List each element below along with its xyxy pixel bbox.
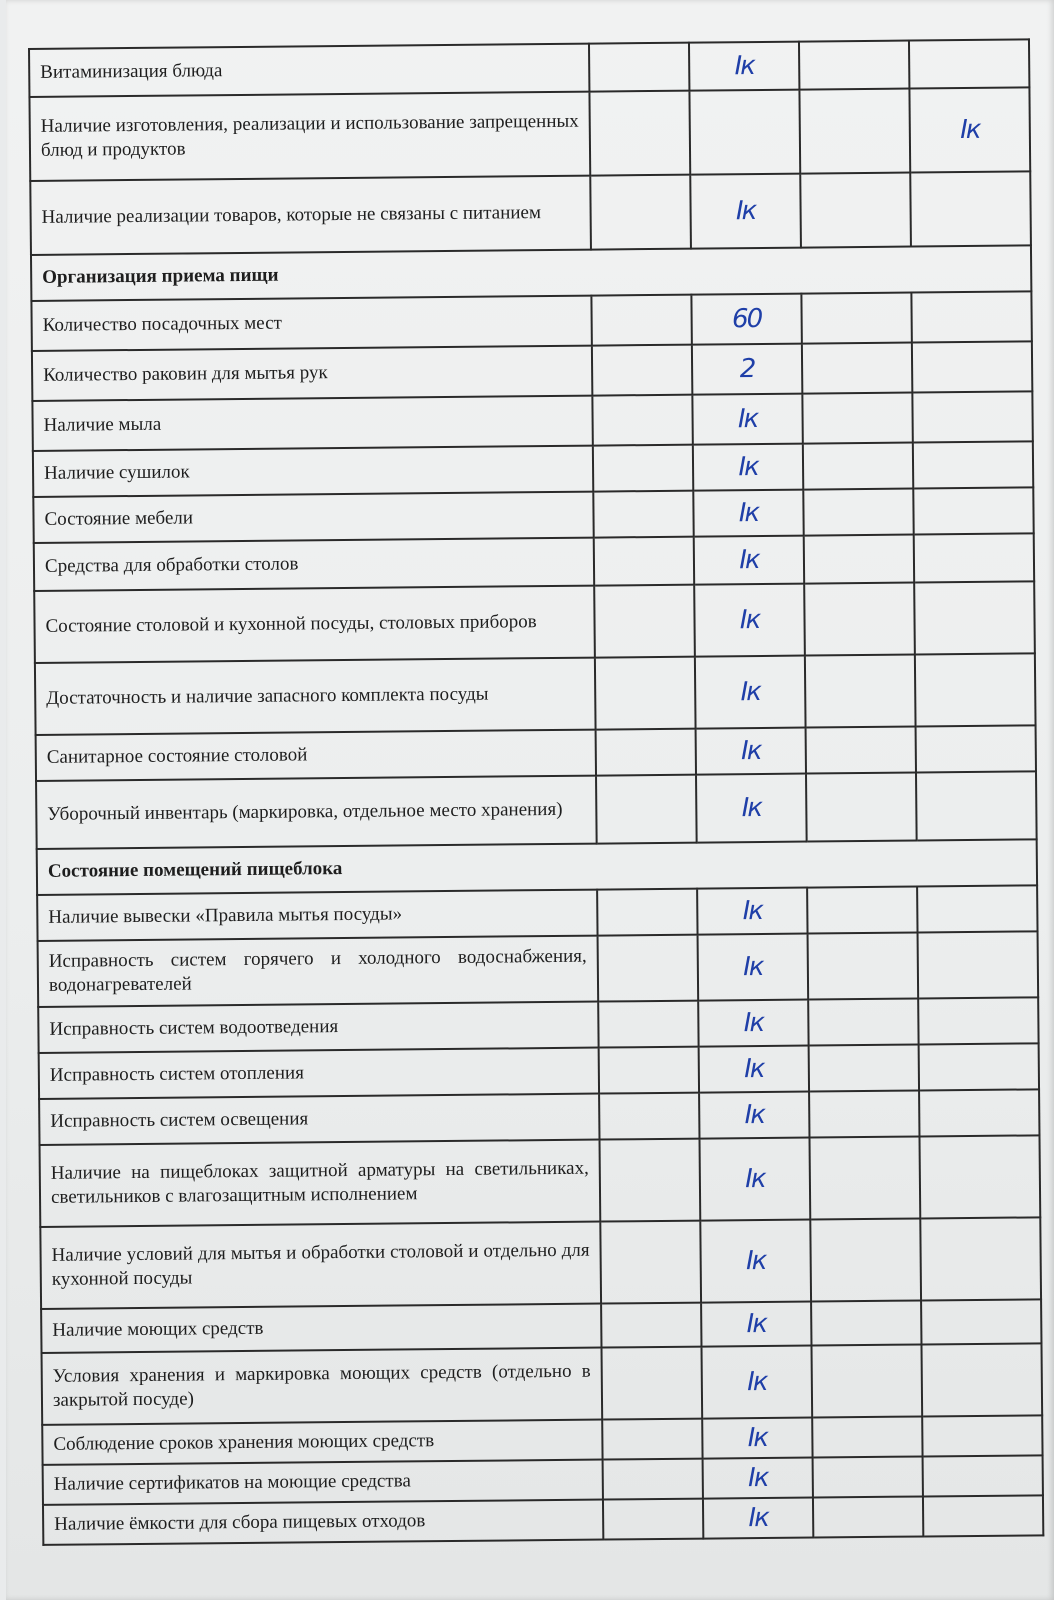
handwritten-mark-cell-c2 xyxy=(594,537,694,586)
handwritten-mark-cell-c4 xyxy=(807,887,917,934)
handwritten-mark-cell-c2 xyxy=(591,295,691,346)
handwritten-mark-cell-c4 xyxy=(803,443,913,490)
criterion-label: Наличие ёмкости для сбора пищевых отходов xyxy=(43,1500,603,1545)
handwritten-mark-cell-c2 xyxy=(595,657,696,730)
handwritten-mark-cell-c2 xyxy=(602,1419,702,1460)
handwritten-mark-cell-c4 xyxy=(809,1136,920,1219)
handwritten-mark-cell-c2 xyxy=(596,775,697,844)
handwritten-mark-cell-c5 xyxy=(910,171,1031,246)
criterion-label: Состояние мебели xyxy=(33,492,593,543)
handwritten-mark-cell-c3: 2 xyxy=(692,344,802,395)
handwritten-mark-cell-c5 xyxy=(921,1299,1041,1344)
handwritten-mark-cell-c4 xyxy=(809,1090,919,1137)
handwritten-mark-cell-c2 xyxy=(598,935,699,1002)
handwritten-mark-cell-c2 xyxy=(590,175,691,250)
criterion-label: Наличие условий для мытья и обработки столовой и отдельно для кухонной посуды xyxy=(40,1222,601,1309)
handwritten-mark-cell-c5 xyxy=(912,341,1032,392)
handwritten-mark-cell-c4 xyxy=(803,489,913,536)
handwritten-mark-cell-c5 xyxy=(918,931,1039,998)
handwritten-mark-cell-c3: Ік xyxy=(693,444,803,491)
handwritten-mark-cell-c4 xyxy=(808,933,919,1000)
handwritten-mark-cell-c5 xyxy=(919,1089,1039,1136)
handwritten-mark-cell-c4 xyxy=(811,1344,922,1417)
handwritten-mark-cell-c2 xyxy=(594,585,695,658)
handwritten-mark-cell-c3: Ік xyxy=(689,42,799,91)
handwritten-mark-cell-c3: Ік xyxy=(699,1138,810,1221)
handwritten-mark-cell-c3: Ік xyxy=(699,1092,809,1139)
inspection-table-wrapper xyxy=(28,38,1054,1548)
criterion-label: Исправность систем водоотведения xyxy=(38,1002,598,1053)
handwritten-mark-cell-c3: Ік xyxy=(702,1418,812,1459)
criterion-label: Наличие моющих средств xyxy=(41,1304,601,1353)
criterion-label: Санитарное состояние столовой xyxy=(36,730,596,781)
handwritten-mark-cell-c5 xyxy=(914,533,1034,582)
handwritten-mark-cell-c5 xyxy=(915,653,1036,726)
handwritten-mark-cell-c3 xyxy=(689,90,800,175)
criterion-label: Соблюдение сроков хранения моющих средств xyxy=(42,1420,602,1465)
handwritten-mark-cell-c5 xyxy=(917,885,1037,932)
handwritten-mark-cell-c3: Ік xyxy=(690,174,801,249)
section-title: Организация приема пищи xyxy=(31,245,1031,301)
handwritten-mark-cell-c5 xyxy=(921,1343,1042,1416)
handwritten-mark-cell-c2 xyxy=(601,1303,701,1348)
table-row xyxy=(38,931,1039,1007)
handwritten-mark-cell-c2 xyxy=(593,491,693,538)
criterion-label: Наличие вывески «Правила мытья посуды» xyxy=(37,890,597,941)
handwritten-mark-cell-c5 xyxy=(913,441,1033,488)
handwritten-mark-cell-c5 xyxy=(919,1043,1039,1090)
handwritten-mark-cell-c4 xyxy=(812,1416,922,1457)
handwritten-mark-cell-c3: Ік xyxy=(700,1220,811,1303)
handwritten-mark-cell-c2 xyxy=(603,1499,703,1540)
criterion-label: Исправность систем освещения xyxy=(39,1094,599,1145)
criterion-label: Наличие сертификатов на моющие средства xyxy=(43,1460,603,1505)
handwritten-mark-cell-c2 xyxy=(592,395,692,446)
handwritten-mark-cell-c2 xyxy=(596,729,696,776)
handwritten-mark-cell-c5: Ік xyxy=(909,87,1030,172)
handwritten-mark-cell-c4 xyxy=(801,293,911,344)
handwritten-mark-cell-c2 xyxy=(598,1001,698,1048)
section-title: Состояние помещений пищеблока xyxy=(37,839,1037,895)
handwritten-mark-cell-c2 xyxy=(599,1047,699,1094)
handwritten-mark-cell-c3: 60 xyxy=(691,294,801,345)
handwritten-mark-cell-c5 xyxy=(919,1135,1040,1218)
handwritten-mark-cell-c5 xyxy=(918,997,1038,1044)
table-row xyxy=(30,171,1031,255)
handwritten-mark-cell-c3: Ік xyxy=(699,1046,809,1093)
handwritten-mark-cell-c4 xyxy=(813,1496,923,1537)
handwritten-mark-cell-c5 xyxy=(909,39,1029,88)
criterion-label: Условия хранения и маркировка моющих средств (отдельно в закрытой посуде) xyxy=(42,1348,603,1425)
handwritten-mark-cell-c5 xyxy=(911,291,1031,342)
handwritten-mark-cell-c3: Ік xyxy=(692,394,802,445)
table-row xyxy=(43,1495,1043,1545)
handwritten-mark-cell-c4 xyxy=(799,89,910,174)
handwritten-mark-cell-c3: Ік xyxy=(694,584,805,657)
criterion-label: Наличие на пищеблоках защитной арматуры на светильниках, светильников с влагозащитным исполнением xyxy=(40,1140,601,1227)
criterion-label: Витаминизация блюда xyxy=(29,44,589,97)
table-row xyxy=(40,1135,1041,1227)
handwritten-mark-cell-c2 xyxy=(599,1093,699,1140)
criterion-label: Наличие изготовления, реализации и использование запрещенных блюд и продуктов xyxy=(29,92,590,181)
handwritten-mark-cell-c4 xyxy=(800,173,911,248)
criterion-label: Исправность систем горячего и холодного водоснабжения, водонагревателей xyxy=(38,936,599,1007)
criterion-label: Количество раковин для мытья рук xyxy=(32,346,592,401)
table-row xyxy=(34,581,1035,663)
criterion-label: Исправность систем отопления xyxy=(39,1048,599,1099)
handwritten-mark-cell-c4 xyxy=(802,393,912,444)
handwritten-mark-cell-c3: Ік xyxy=(697,888,807,935)
handwritten-mark-cell-c3: Ік xyxy=(698,934,809,1001)
criterion-label: Количество посадочных мест xyxy=(31,296,591,351)
criterion-label: Средства для обработки столов xyxy=(34,538,594,591)
handwritten-mark-cell-c4 xyxy=(811,1300,921,1345)
criterion-label: Достаточность и наличие запасного комплекта посуды xyxy=(35,658,596,735)
handwritten-mark-cell-c3: Ік xyxy=(696,774,807,843)
handwritten-mark-cell-c5 xyxy=(916,725,1036,772)
handwritten-mark-cell-c2 xyxy=(597,889,697,936)
table-row xyxy=(40,1217,1041,1309)
handwritten-mark-cell-c4 xyxy=(806,773,917,842)
handwritten-mark-cell-c3: Ік xyxy=(695,656,806,729)
handwritten-mark-cell-c5 xyxy=(923,1495,1043,1536)
handwritten-mark-cell-c5 xyxy=(916,771,1037,840)
table-row xyxy=(42,1343,1043,1425)
handwritten-mark-cell-c4 xyxy=(805,655,916,728)
criterion-label: Состояние столовой и кухонной посуды, столовых приборов xyxy=(34,586,595,663)
handwritten-mark-cell-c2 xyxy=(593,445,693,492)
handwritten-mark-cell-c4 xyxy=(808,998,918,1045)
handwritten-mark-cell-c3: Ік xyxy=(703,1458,813,1499)
handwritten-mark-cell-c4 xyxy=(810,1218,921,1301)
handwritten-mark-cell-c3: Ік xyxy=(694,536,804,585)
handwritten-mark-cell-c4 xyxy=(804,583,915,656)
handwritten-mark-cell-c2 xyxy=(589,43,689,92)
handwritten-mark-cell-c5 xyxy=(923,1455,1043,1496)
criterion-label: Уборочный инвентарь (маркировка, отдельное место хранения) xyxy=(36,776,597,849)
table-row xyxy=(35,653,1036,735)
handwritten-mark-cell-c3: Ік xyxy=(693,490,803,537)
table-row xyxy=(29,87,1030,181)
handwritten-mark-cell-c5 xyxy=(922,1415,1042,1456)
inspection-table-body xyxy=(29,39,1043,1545)
handwritten-mark-cell-c5 xyxy=(912,391,1032,442)
handwritten-mark-cell-c4 xyxy=(799,41,909,90)
handwritten-mark-cell-c3: Ік xyxy=(696,728,806,775)
paper-sheet xyxy=(6,0,1054,1600)
handwritten-mark-cell-c2 xyxy=(589,91,690,176)
handwritten-mark-cell-c3: Ік xyxy=(701,1346,812,1419)
handwritten-mark-cell-c4 xyxy=(809,1044,919,1091)
handwritten-mark-cell-c2 xyxy=(602,1347,703,1420)
handwritten-mark-cell-c2 xyxy=(603,1459,703,1500)
inspection-table xyxy=(28,38,1044,1546)
table-row xyxy=(36,771,1037,849)
criterion-label: Наличие сушилок xyxy=(33,446,593,497)
handwritten-mark-cell-c2 xyxy=(600,1221,701,1304)
handwritten-mark-cell-c5 xyxy=(914,581,1035,654)
handwritten-mark-cell-c4 xyxy=(813,1456,923,1497)
handwritten-mark-cell-c4 xyxy=(802,343,912,394)
handwritten-mark-cell-c3: Ік xyxy=(703,1498,813,1539)
handwritten-mark-cell-c4 xyxy=(806,727,916,774)
handwritten-mark-cell-c2 xyxy=(592,345,692,396)
handwritten-mark-cell-c2 xyxy=(600,1139,701,1222)
handwritten-mark-cell-c5 xyxy=(913,487,1033,534)
criterion-label: Наличие мыла xyxy=(32,396,592,451)
handwritten-mark-cell-c3: Ік xyxy=(698,1000,808,1047)
handwritten-mark-cell-c5 xyxy=(920,1217,1041,1300)
handwritten-mark-cell-c3: Ік xyxy=(701,1302,811,1347)
criterion-label: Наличие реализации товаров, которые не связаны с питанием xyxy=(30,176,591,255)
handwritten-mark-cell-c4 xyxy=(804,535,914,584)
